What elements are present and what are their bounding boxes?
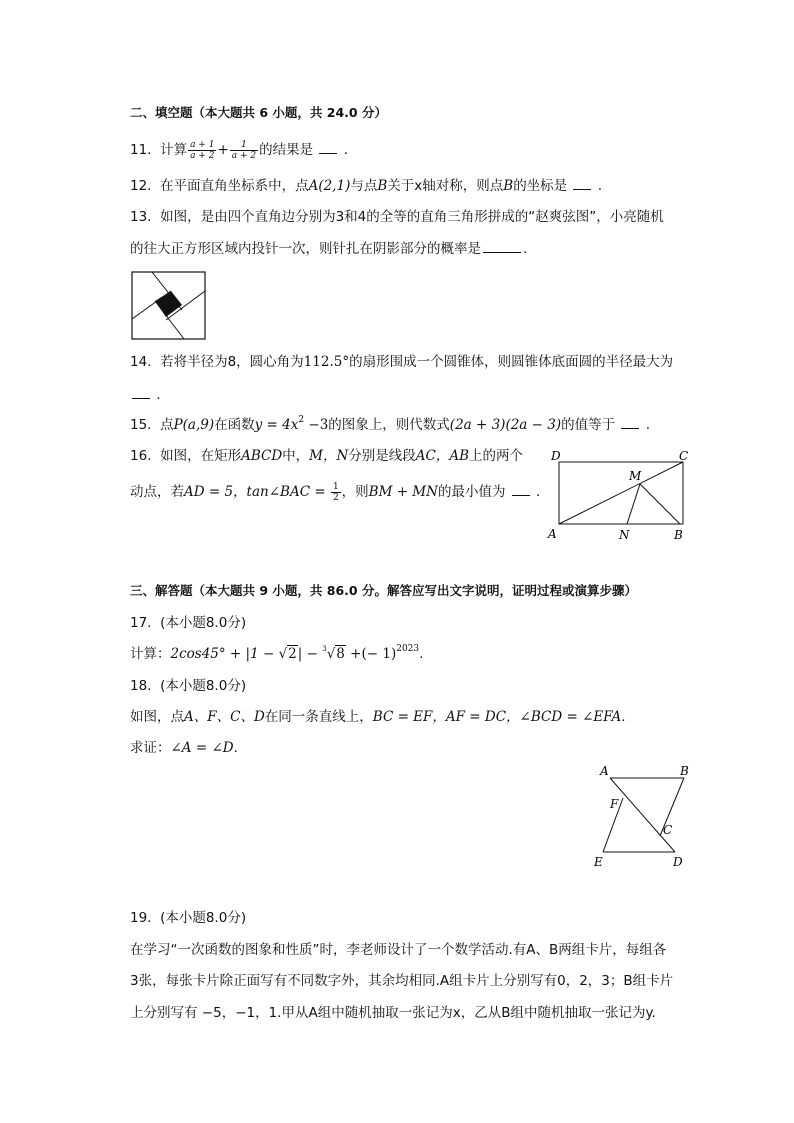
question-17-body: [130, 644, 423, 664]
section-title-solutions: 三、解答题（本大题共 9 小题，共 86.0 分。解答应写出文字说明，证明过程或演算步骤）: [130, 583, 637, 598]
section-title-fill-blank: 二、填空题（本大题共 6 小题，共 24.0 分）: [130, 105, 387, 120]
period: .: [233, 740, 238, 756]
period: .: [523, 241, 528, 257]
root-index: 3: [322, 644, 327, 653]
question-14: [130, 352, 673, 372]
question-text: 的最小值为: [437, 484, 506, 500]
question-number: 13.: [130, 209, 152, 225]
math-expr: AC，AB: [415, 448, 470, 464]
zhao-shuang-figure: [131, 271, 207, 345]
question-score: (本小题8.0分): [160, 678, 247, 694]
label-c: C: [679, 449, 689, 463]
question-text: 如图，在矩形: [160, 448, 242, 464]
fraction: [331, 482, 341, 503]
math-expr: 2cos45° + |1 −: [170, 646, 279, 662]
question-19-line-1: 在学习“一次函数的图象和性质”时，李老师设计了一个数学活动.有A、B两组卡片，每组各: [130, 942, 667, 958]
question-15: [130, 414, 650, 435]
question-text: 的坐标是: [513, 178, 568, 194]
math-expr: BC = EF，AF = DC，∠BCD = ∠EFA: [372, 709, 622, 725]
rectangle-abcd-figure: [543, 446, 703, 550]
question-number: 19.: [130, 910, 152, 926]
period: .: [597, 178, 603, 194]
question-text: 计算：: [130, 646, 171, 662]
label-b: B: [680, 764, 689, 778]
parallel-lines-figure: [590, 760, 700, 879]
math-expr: B: [377, 178, 388, 194]
fraction-denominator: a + 2: [231, 150, 257, 161]
question-12: [130, 175, 602, 196]
question-text: 的往大正方形区域内投针一次，则针扎在阴影部分的概率是: [130, 241, 481, 257]
question-number: 15.: [130, 417, 152, 433]
period: .: [645, 417, 650, 433]
fraction-denominator: 2: [332, 492, 339, 503]
question-number: 11.: [130, 142, 152, 158]
question-text: 的结果是: [259, 142, 314, 158]
math-expr: M，N: [309, 448, 349, 464]
fraction-denominator: a + 2: [190, 150, 215, 161]
question-text: 与点: [350, 178, 378, 194]
plus-sign: +: [217, 142, 229, 158]
question-text: 上的两个: [469, 448, 524, 464]
question-text: 的图象上，则代数式: [328, 417, 450, 433]
period: .: [343, 142, 348, 158]
math-expr: +(− 1): [345, 646, 397, 662]
question-text: 动点，若: [130, 484, 184, 500]
question-text: 在平面直角坐标系中，点: [160, 178, 309, 194]
question-14-blank-line: [130, 384, 161, 405]
fraction-numerator: 1: [230, 140, 258, 151]
fraction-1: [188, 140, 216, 161]
question-16-line-2: [130, 481, 540, 503]
question-score: (本小题8.0分): [160, 615, 247, 631]
question-text: ，则: [341, 484, 369, 500]
label-d: D: [551, 449, 561, 463]
question-text: 点: [160, 417, 174, 433]
math-expr: (2a + 3)(2a − 3): [449, 417, 562, 433]
label-f: F: [610, 797, 619, 811]
question-text: 在函数: [214, 417, 255, 433]
fraction-numerator: 1: [332, 481, 339, 492]
label-a: A: [600, 764, 609, 778]
question-text: 求证：: [130, 740, 171, 756]
math-expr: AD = 5，tan∠BAC =: [184, 484, 330, 500]
exponent: 2023: [396, 643, 420, 654]
math-expr: B: [503, 178, 514, 194]
question-number: 14.: [130, 354, 152, 370]
question-text: 的扇形围成一个圆锥体，则圆锥体底面圆的半径最大为: [349, 354, 674, 370]
shaded-square: [155, 291, 182, 317]
answer-blank[interactable]: [483, 238, 521, 253]
math-expr: A、F、C、D: [184, 709, 265, 725]
answer-blank[interactable]: [573, 175, 591, 190]
label-d: D: [673, 855, 683, 869]
question-13-line-1: [130, 207, 664, 227]
question-text: 关于x轴对称，则点: [387, 178, 504, 194]
math-expr: P(a,9): [173, 417, 215, 433]
question-text: 若将半径为8，圆心角为: [160, 354, 304, 370]
question-number: 12.: [130, 178, 152, 194]
segment-bm: [640, 484, 680, 524]
period: .: [419, 646, 424, 662]
question-17-header: [130, 613, 246, 633]
label-n: N: [619, 528, 630, 542]
question-text: 中，: [282, 448, 310, 464]
question-text: 如图，点: [130, 709, 184, 725]
math-expr: ABCD: [241, 448, 283, 464]
question-text: 在同一条直线上，: [264, 709, 373, 725]
answer-blank[interactable]: [512, 481, 530, 496]
label-b: B: [674, 528, 683, 542]
segment-ad: [610, 778, 675, 852]
question-text: 的值等于: [561, 417, 616, 433]
sqrt-radicand: 2: [288, 646, 297, 662]
question-18-prove: [130, 738, 238, 758]
question-19-header: [130, 908, 246, 928]
question-number: 17.: [130, 615, 152, 631]
answer-blank[interactable]: [319, 139, 337, 154]
label-m: M: [629, 469, 642, 483]
question-number: 16.: [130, 448, 152, 464]
question-score: (本小题8.0分): [160, 910, 247, 926]
sqrt-sign: √: [326, 646, 336, 662]
label-c: C: [663, 823, 673, 837]
question-16-line-1: [130, 446, 523, 466]
exponent: 2: [298, 414, 305, 425]
answer-blank[interactable]: [621, 414, 639, 429]
math-expr: −3: [304, 417, 329, 433]
diagonal-ac: [559, 462, 683, 524]
question-text: 计算: [160, 142, 188, 158]
label-a: A: [548, 527, 557, 541]
question-18-body: [130, 707, 626, 727]
question-text: 分别是线段: [348, 448, 416, 464]
root-radicand: 8: [336, 646, 345, 662]
segment-mn: [627, 484, 640, 524]
period: .: [621, 709, 626, 725]
math-expr: BM + MN: [368, 484, 438, 500]
period: .: [156, 387, 161, 403]
question-13-line-2: [130, 238, 527, 259]
answer-blank[interactable]: [132, 384, 150, 399]
math-expr: A(2,1): [308, 178, 351, 194]
math-expr: 112.5°: [303, 354, 350, 370]
question-19-line-2: 3张，每张卡片除正面写有不同数字外，其余均相同.A组卡片上分别写有0，2，3；B组卡片: [130, 973, 674, 989]
question-number: 18.: [130, 678, 152, 694]
fraction-numerator: a + 1: [190, 139, 215, 150]
question-18-header: [130, 676, 246, 696]
question-11: [130, 139, 348, 161]
fraction-2: [230, 140, 258, 161]
math-expr: | −: [297, 646, 323, 662]
question-19-line-3: 上分别写有 −5，−1，1.甲从A组中随机抽取一张记为x，乙从B组中随机抽取一张记为y.: [130, 1005, 656, 1021]
label-e: E: [594, 855, 603, 869]
math-expr: y = 4x: [254, 417, 299, 433]
question-text: 如图，是由四个直角边分别为3和4的全等的直角三角形拼成的“赵爽弦图”，小亮随机: [160, 209, 664, 225]
period: .: [536, 484, 541, 500]
sqrt-sign: √: [278, 646, 288, 662]
math-expr: ∠A = ∠D: [170, 740, 234, 756]
